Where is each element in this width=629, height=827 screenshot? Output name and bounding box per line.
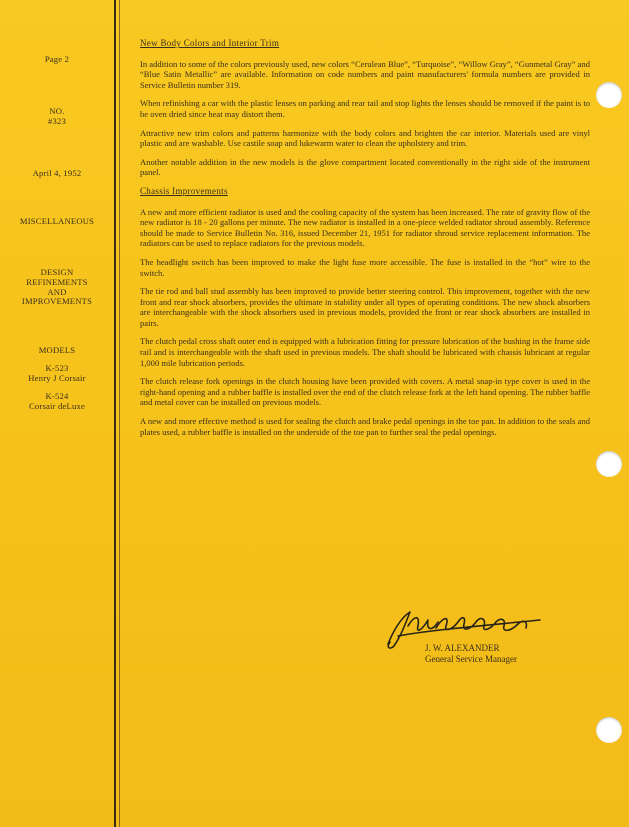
bulletin-no-value: #323 (48, 116, 66, 126)
section-heading: Chassis Improvements (140, 185, 228, 196)
punch-hole-top (596, 82, 622, 108)
subject-line-2: REFINEMENTS (26, 277, 88, 287)
body-paragraph: In addition to some of the colors previously used, new colors “Cerulean Blue”, “Turquoise”, “Willow Gray”, “Gunmetal Gray” and “Blue Satin Metallic” are available. Information on code numbers and paint manufacturers' formula numbers are provided in Service Bulletin number 319. (140, 58, 590, 90)
body-paragraph: The clutch release fork openings in the clutch housing have been provided with covers. A metal snap-in type cover is used in the right-hand opening and a rubber baffle is installed over the end of the clutch release fork at the left hand opening. The rubber baffle and metal cover can be installed on previous models. (140, 376, 590, 408)
body-paragraph: Attractive new trim colors and patterns harmonize with the body colors and brighten the car interior. Materials used are vinyl plastic and are washable. Use castile soap and lukewarm water to clean the upholstery and trim. (140, 127, 590, 149)
subject-line-1: DESIGN (40, 267, 74, 277)
bulletin-body (140, 38, 590, 445)
body-paragraph: The tie rod and ball stud assembly has been improved to provide better steering control. This improvement, together with the new front and rear shock absorbers, provides the ultimate in stability under all types of operating conditions. The new shock absorbers are interchangeable with the shock absorbers used in previous models, provided the front or rear shock absorbers are installed in pairs. (140, 286, 590, 328)
signer-title: General Service Manager (425, 654, 517, 664)
bulletin-category: MISCELLANEOUS (19, 216, 95, 226)
bulletin-date: April 4, 1952 (32, 168, 82, 178)
punch-hole-middle (596, 451, 622, 477)
signer-name: J. W. ALEXANDER (425, 643, 500, 653)
margin-rule (114, 0, 116, 827)
body-paragraph: The headlight switch has been improved to make the light fuse more accessible. The fuse is installed in the “hot” wire to the switch. (140, 256, 590, 278)
subject-line-3: AND (47, 287, 67, 297)
model-code: K-523 (45, 363, 69, 373)
models-label: MODELS (38, 345, 76, 355)
model-name: Corsair deLuxe (28, 401, 86, 411)
body-paragraph: A new and more effective method is used for sealing the clutch and brake pedal openings in the toe pan. In addition to the seals and plates used, a rubber baffle is installed on the underside of the toe pan to further seal the pedal openings. (140, 416, 590, 437)
section-heading: New Body Colors and Interior Trim (140, 38, 280, 48)
body-paragraph: The clutch pedal cross shaft outer end is equipped with a lubrication fitting for pressure lubrication of the bushing in the frame side rail and is interchangeable with the shaft used in previous models. The shaft should be lubricated with chassis lubricant at regular 1,000 mile lubrication periods. (140, 336, 590, 368)
body-paragraph: A new and more efficient radiator is used and the cooling capacity of the system has been increased. The rate of gravity flow of the new radiator is 18 - 20 gallons per minute. The new radiator is installed in a one-piece welded radiator shroud assembly. Reference should be made to Service Bulletin No. 316, issued December 21, 1951 for radiator shroud service replacement information. The radiators can be used to replace radiators for the previous models. (140, 206, 590, 249)
model-code: K-524 (45, 391, 69, 401)
signature-block (425, 643, 517, 665)
subject-line-4: IMPROVEMENTS (21, 296, 93, 306)
margin-rule-secondary (119, 0, 120, 827)
punch-hole-bottom (596, 717, 622, 743)
body-paragraph: Another notable addition in the new models is the glove compartment located conventionally in the right side of the instrument panel. (140, 156, 590, 178)
model-name: Henry J Corsair (28, 373, 86, 383)
bulletin-no-label: NO. (49, 106, 65, 116)
body-paragraph: When refinishing a car with the plastic lenses on parking and rear tail and stop lights the lenses should be removed if the paint is to be oven dried since heat may distort them. (140, 98, 590, 119)
page-number: Page 2 (44, 54, 70, 64)
